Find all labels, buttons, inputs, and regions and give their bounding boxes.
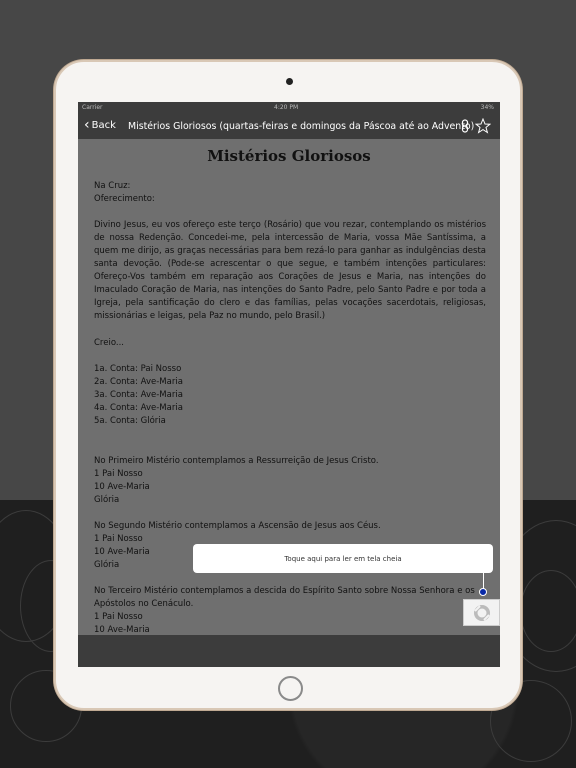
prayer-line: Glória (94, 560, 120, 570)
intro-line: Oferecimento: (94, 194, 155, 204)
mystery-text: No Primeiro Mistério contemplamos a Ressurreição de Jesus Cristo. (94, 456, 379, 466)
ipad-frame (54, 60, 522, 710)
document-title: Mistérios Gloriosos (207, 147, 371, 165)
bottom-bar (78, 635, 500, 667)
status-carrier: Carrier (82, 104, 103, 111)
tooltip-pointer-dot (479, 588, 487, 596)
status-time: 4:20 PM (274, 104, 299, 111)
list-item: 1a. Conta: Pai Nosso (94, 364, 182, 374)
mystery-text: No Terceiro Mistério contemplamos a descida do Espírito Santo sobre Nossa Senhora e os Apóstolos no Cenáculo. (94, 586, 475, 609)
status-bar (78, 102, 500, 114)
intro-line: Na Cruz: (94, 181, 131, 191)
mystery-1 (94, 455, 486, 507)
intro-text (94, 180, 486, 206)
page-title: Mistérios Gloriosos (quartas-feiras e domingos da Páscoa até ao Advento) (128, 121, 475, 132)
list-item: 3a. Conta: Ave-Maria (94, 390, 183, 400)
mystery-3 (94, 585, 486, 637)
prayer-line: 1 Pai Nosso (94, 469, 143, 479)
mystery-text: No Segundo Mistério contemplamos a Ascensão de Jesus aos Céus. (94, 521, 381, 531)
camera (286, 78, 293, 85)
list-item: 2a. Conta: Ave-Maria (94, 377, 183, 387)
tooltip-text: Toque aqui para ler em tela cheia (284, 554, 402, 563)
back-button[interactable] (84, 119, 116, 131)
prayer-line: 10 Ave-Maria (94, 547, 150, 557)
list-item: 4a. Conta: Ave-Maria (94, 403, 183, 413)
fullscreen-tooltip[interactable] (193, 544, 493, 573)
list-item: 5a. Conta: Glória (94, 416, 166, 426)
app-screen (78, 102, 500, 667)
fullscreen-button[interactable] (463, 599, 500, 626)
contas-list (94, 363, 486, 428)
creio-text: Creio... (94, 338, 124, 348)
fullscreen-icon (472, 603, 492, 623)
navigation-bar (78, 114, 500, 139)
back-label: Back (91, 119, 116, 131)
status-battery: 34% (480, 104, 494, 111)
prayer-line: 1 Pai Nosso (94, 534, 143, 544)
star-icon[interactable] (475, 118, 491, 134)
prayer-line: 1 Pai Nosso (94, 612, 143, 622)
prayer-line: 10 Ave-Maria (94, 482, 150, 492)
prayer-line: 10 Ave-Maria (94, 625, 150, 635)
chevron-left-icon: ‹ (84, 117, 90, 133)
link-icon[interactable] (461, 119, 469, 133)
offering-paragraph: Divino Jesus, eu vos ofereço este terço (Rosário) que vou rezar, contemplando os mistérios de nossa Redenção. Concedei-me, pela intercessão de Maria, vossa Mãe Santíssima, a quem me dirijo, as graças necessárias para bem rezá-lo para ganhar as indulgências desta santa devoção. (Pode-se acrescentar o que segue, e também intenções particulares: Ofereço-Vos também em reparação aos Corações de Jesus e Maria, nas intenções do Imaculado Coração de Maria, nas intenções do Santo Padre, pelo Santo Padre e por toda a Igreja, pela santificação do clero e das famílias, pelas vocações sacerdotais, religiosas, missionárias e leigas, pela Paz no mundo, pelo Brasil.) (94, 220, 486, 321)
prayer-line: Glória (94, 495, 120, 505)
home-button[interactable] (278, 676, 303, 701)
